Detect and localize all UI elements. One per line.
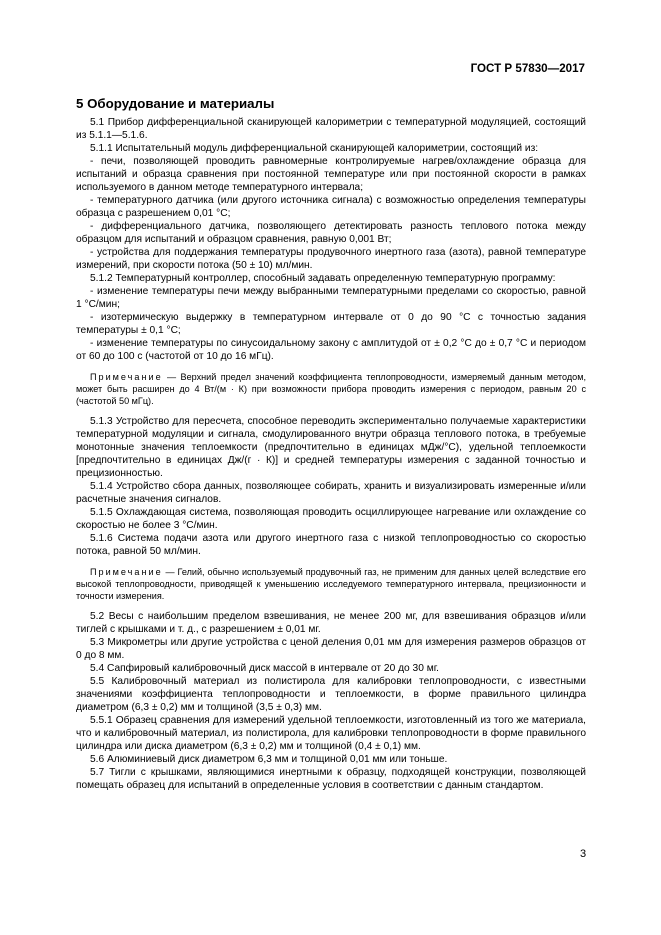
list-item-sinusoidal: - изменение температуры по синусоидальному закону с амплитудой от ± 0,2 °С до ± 0,7 °С и периодом от 60 до 100 с (частотой от 10 до 16 мГц). [76, 338, 586, 362]
paragraph-5-1-4: 5.1.4 Устройство сбора данных, позволяющее собирать, хранить и визуализировать измеренные и/или расчетные значения сигналов. [76, 481, 586, 505]
note-2-label: Примечание [90, 567, 163, 577]
paragraph-5-2: 5.2 Весы с наибольшим пределом взвешивания, не менее 200 мг, для взвешивания образцов и/или тиглей с крышками и т. д., с разрешением ± 0,01 мг. [76, 611, 586, 635]
standard-designation: ГОСТ Р 57830—2017 [470, 62, 585, 75]
note-1-text: — Верхний предел значений коэффициента теплопроводности, измеряемый данным методом, может быть расширен до 4 Вт/(м · К) при возможности прибора проводить измерения с периодом, равным 20 с (частотой 50 мГц). [76, 372, 586, 406]
list-item-oven: - печи, позволяющей проводить равномерные контролируемые нагрев/охлаждение образца для испытаний и образца сравнения при постоянной температуре или при постоянной скорости в рамках используемого в данном методе температурного интервала; [76, 156, 586, 193]
note-2-text: — Гелий, обычно используемый продувочный газ, не применим для данных целей вследствие его высокой теплопроводности, приводящей к уменьшению исследуемого температурного интервала, прецизионности и точности измерения. [76, 567, 586, 601]
list-item-isothermal: - изотермическую выдержку в температурном интервале от 0 до 90 °С с точностью задания температуры ± 0,1 °С; [76, 312, 586, 336]
list-item-oven-rate: - изменение температуры печи между выбранными температурными пределами со скоростью, равной 1 °С/мин; [76, 286, 586, 310]
paragraph-5-5-1: 5.5.1 Образец сравнения для измерений удельной теплоемкости, изготовленный из того же материала, что и калибровочный материал, из полистирола, для калибровки теплопроводности в форме правильного цилиндра или диска диаметром (6,3 ± 0,2) мм и толщиной (0,4 ± 0,1) мм. [76, 715, 586, 752]
paragraph-5-4: 5.4 Сапфировый калибровочный диск массой в интервале от 20 до 30 мг. [90, 663, 439, 674]
page-number: 3 [580, 848, 587, 860]
paragraph-5-6: 5.6 Алюминиевый диск диаметром 6,3 мм и толщиной 0,01 мм или тоньше. [90, 754, 448, 765]
paragraph-5-5: 5.5 Калибровочный материал из полистирола для калибровки теплопроводности, с известными значениями коэффициента теплопроводности и теплоемкости, в форме правильного цилиндра диаметром (6,3 ± 0,2) мм и толщиной (3,5 ± 0,3) мм. [76, 676, 586, 713]
list-item-gas-device: - устройства для поддержания температуры продувочного инертного газа (азота), равной температуре измерений, при скорости потока (50 ± 10) мл/мин. [76, 247, 586, 271]
paragraph-5-1-6: 5.1.6 Система подачи азота или другого инертного газа с низкой теплопроводностью со скоростью потока, равной 50 мл/мин. [76, 533, 586, 557]
paragraph-5-1-2: 5.1.2 Температурный контроллер, способный задавать определенную температурную программу: [90, 273, 556, 284]
paragraph-5-3: 5.3 Микрометры или другие устройства с ценой деления 0,01 мм для измерения размеров образцов от 0 до 8 мм. [76, 637, 586, 661]
list-item-differential-sensor: - дифференциального датчика, позволяющего детектировать разность теплового потока между образцом для испытаний и образцом сравнения, равную 0,001 Вт; [76, 221, 586, 245]
paragraph-5-7: 5.7 Тигли с крышками, являющимися инертными к образцу, подходящей конструкции, позволяющей помещать образец для испытаний в определенные условия в соответствии с данным стандартом. [76, 767, 586, 791]
paragraph-5-1-3: 5.1.3 Устройство для пересчета, способное переводить экспериментально получаемые характеристики температурной модуляции и сигнала, смодулированного внутри образца теплового потока, в требуемые монотонные значения теплоемкости (предпочтительно в единицах мДж/°С), удельной теплоемкости [предпочтительно в единицах Дж/(г · К)] и средней температуры измерения с заданной точностью и прецизионностью. [76, 416, 586, 479]
paragraph-5-1: 5.1 Прибор дифференциальной сканирующей калориметрии с температурной модуляцией, состоящий из 5.1.1—5.1.6. [76, 117, 586, 141]
note-2 [76, 566, 586, 602]
paragraph-5-1-5: 5.1.5 Охлаждающая система, позволяющая проводить осциллирующее нагревание или охлаждение со скоростью не более 3 °С/мин. [76, 507, 586, 531]
note-1 [76, 371, 586, 407]
list-item-temperature-sensor: - температурного датчика (или другого источника сигнала) с возможностью определения температуры образца с разрешением 0,01 °С; [76, 195, 586, 219]
document-body [76, 116, 586, 792]
section-title: 5 Оборудование и материалы [76, 96, 275, 111]
paragraph-5-1-1: 5.1.1 Испытательный модуль дифференциальной сканирующей калориметрии, состоящий из: [90, 143, 539, 154]
note-1-label: Примечание [90, 372, 163, 382]
